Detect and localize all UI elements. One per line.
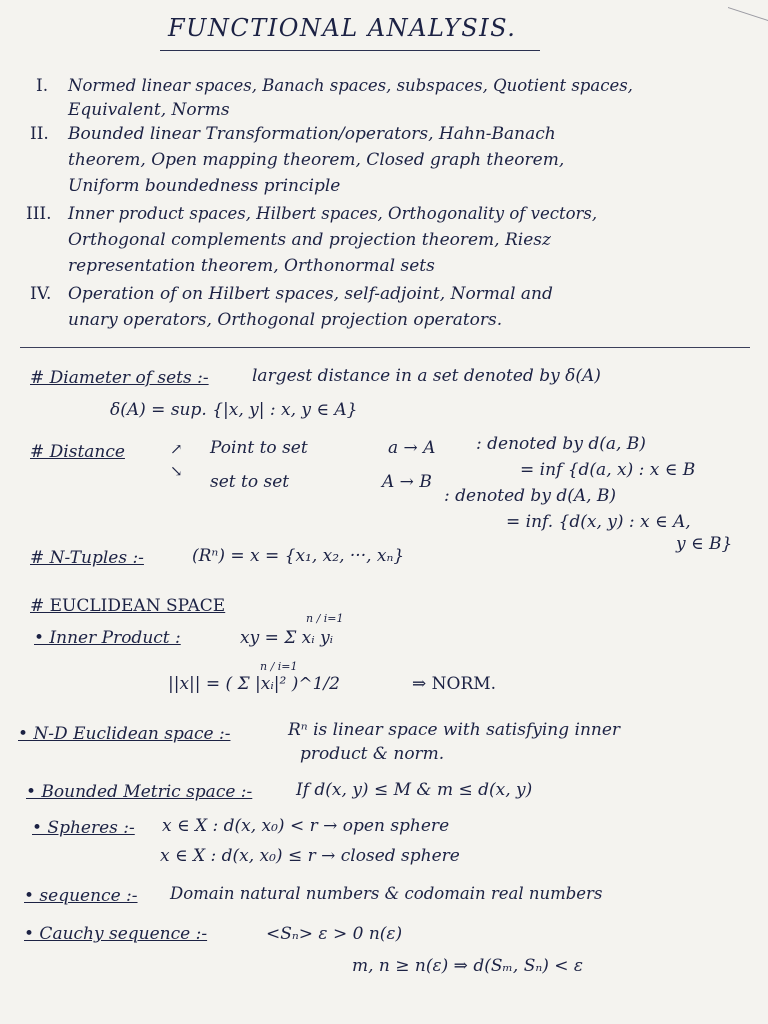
ntuples-heading — [30, 548, 144, 568]
spheres-open: x ∈ X : d(x, x₀) < r → open sphere — [162, 816, 450, 836]
syllabus-ii-line2: theorem, Open mapping theorem, Closed graph theorem, — [68, 150, 565, 170]
diameter-text: largest distance in a set denoted by δ(A) — [252, 366, 601, 386]
ntuples-formula: (Rⁿ) = x = {x₁, x₂, ···, xₙ} — [192, 546, 405, 566]
cauchy-label — [24, 924, 207, 944]
syllabus-iii-line3: representation theorem, Orthonormal sets — [68, 256, 435, 276]
syllabus-iii-line1: Inner product spaces, Hilbert spaces, Orthogonality of vectors, — [68, 204, 598, 223]
spheres-closed: x ∈ X : d(x, x₀) ≤ r → closed sphere — [160, 846, 460, 866]
syllabus-iv-line2: unary operators, Orthogonal projection operators. — [68, 310, 503, 330]
syllabus-i-line2: Equivalent, Norms — [68, 100, 230, 120]
bounded-metric-label-text: • Bounded Metric space :- — [26, 782, 253, 802]
section-divider — [20, 347, 750, 348]
cauchy-line1: <Sₙ> ε > 0 n(ε) — [266, 924, 403, 944]
syllabus-ii-line3: Uniform boundedness principle — [68, 176, 341, 196]
norm-formula: ||x|| = ( Σ |xᵢ|² )^1/2 — [168, 674, 340, 694]
distance-p2s-formula: = inf {d(a, x) : x ∈ B — [520, 460, 696, 480]
distance-set-to-set: set to set — [210, 472, 290, 492]
cauchy-line2: m, n ≥ n(ε) ⇒ d(Sₘ, Sₙ) < ε — [352, 956, 584, 976]
diameter-heading — [30, 368, 209, 388]
branch-arrow-down: ↘ — [170, 462, 183, 480]
distance-point-to-set: Point to set — [210, 438, 308, 458]
inner-product-formula: xy = Σ xᵢ yᵢ — [240, 628, 334, 648]
diameter-heading-text: # Diameter of sets :- — [30, 368, 209, 388]
nd-euclidean-line2: product & norm. — [300, 744, 445, 764]
spheres-label-text: • Spheres :- — [32, 818, 135, 838]
syllabus-ii-line1: Bounded linear Transformation/operators, Hahn-Banach — [68, 124, 556, 144]
sequence-text: Domain natural numbers & codomain real numbers — [170, 884, 603, 903]
inner-product-limits: n / i=1 — [306, 612, 344, 625]
cauchy-label-text: • Cauchy sequence :- — [24, 924, 208, 944]
distance-s2s-text: : denoted by d(A, B) — [444, 486, 617, 506]
page-corner-fold — [728, 0, 768, 21]
page-title: FUNCTIONAL ANALYSIS. — [168, 14, 517, 42]
inner-product-label — [34, 628, 181, 648]
distance-s2s-map: A → B — [382, 472, 432, 492]
distance-p2s-map: a → A — [388, 438, 436, 458]
syllabus-iv-line1: Operation of on Hilbert spaces, self-adjoint, Normal and — [68, 284, 553, 304]
numeral-i: I. — [36, 76, 49, 96]
distance-heading — [30, 442, 125, 462]
inner-product-label-text: • Inner Product : — [34, 628, 181, 648]
distance-p2s-text: : denoted by d(a, B) — [476, 434, 646, 454]
nd-euclidean-label-text: • N-D Euclidean space :- — [18, 724, 231, 744]
bounded-metric-label — [26, 782, 252, 802]
sequence-label — [24, 886, 138, 906]
spheres-label — [32, 818, 135, 838]
numeral-iii: III. — [26, 204, 52, 224]
nd-euclidean-line1: Rⁿ is linear space with satisfying inner — [288, 720, 621, 740]
euclidean-heading-text: # EUCLIDEAN SPACE — [30, 596, 226, 616]
syllabus-i-line1: Normed linear spaces, Banach spaces, subspaces, Quotient spaces, — [68, 76, 633, 95]
bounded-metric-text: If d(x, y) ≤ M & m ≤ d(x, y) — [296, 780, 533, 800]
diameter-formula: δ(A) = sup. {|x, y| : x, y ∈ A} — [110, 400, 358, 420]
numeral-ii: II. — [30, 124, 49, 144]
nd-euclidean-label — [18, 724, 230, 744]
title-underline — [160, 50, 540, 51]
numeral-iv: IV. — [30, 284, 52, 304]
distance-s2s-formula: = inf. {d(x, y) : x ∈ A, — [506, 512, 691, 532]
euclidean-heading — [30, 596, 225, 616]
ntuples-heading-text: # N-Tuples :- — [30, 548, 144, 568]
sequence-label-text: • sequence :- — [24, 886, 138, 906]
distance-heading-text: # Distance — [30, 442, 125, 462]
branch-arrow-up: ↗ — [170, 440, 183, 458]
norm-limits: n / i=1 — [260, 660, 298, 673]
syllabus-iii-line2: Orthogonal complements and projection theorem, Riesz — [68, 230, 551, 250]
distance-s2s-formula2: y ∈ B} — [676, 534, 733, 554]
norm-word: ⇒ NORM. — [412, 674, 497, 694]
